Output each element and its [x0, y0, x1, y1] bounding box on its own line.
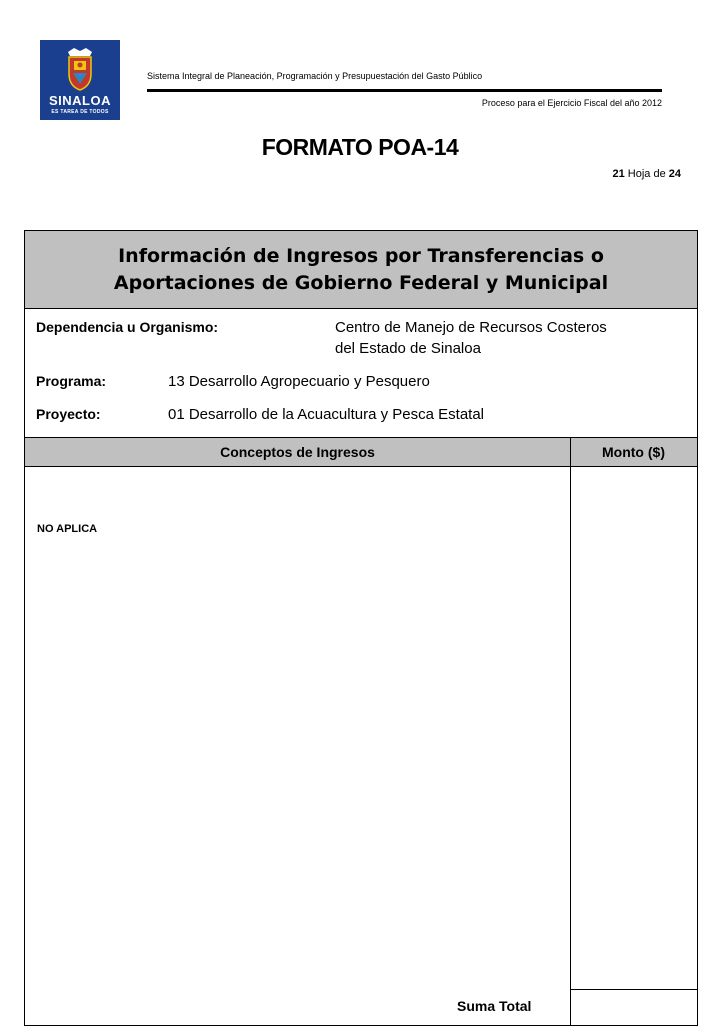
- section-title: [25, 231, 697, 309]
- programa-value: 13 Desarrollo Agropecuario y Pesquero: [168, 373, 430, 390]
- page-indicator: [520, 168, 681, 180]
- form-title: FORMATO POA-14: [261, 134, 459, 160]
- column-divider: [570, 437, 571, 1026]
- total-cell-border: [570, 989, 697, 990]
- concept-row: NO APLICA: [37, 523, 98, 535]
- table-header: [25, 437, 697, 467]
- proyecto-value: 01 Desarrollo de la Acuacultura y Pesca Estatal: [168, 406, 485, 423]
- form-box: [24, 230, 698, 1026]
- sinaloa-logo: [40, 40, 120, 120]
- logo-text: SINALOA: [49, 93, 111, 108]
- section-title-line1: Información de Ingresos por Transferencias o: [118, 245, 604, 267]
- logo-slogan: ES TAREA DE TODOS: [51, 109, 109, 115]
- header-divider: [147, 89, 662, 92]
- total-label: Suma Total: [457, 998, 532, 1014]
- page-of-label: Hoja de: [627, 168, 666, 180]
- system-title: Sistema Integral de Planeación, Programación y Presupuestación del Gasto Público: [147, 71, 483, 81]
- page-current: 21: [612, 168, 625, 180]
- col-conceptos: Conceptos de Ingresos: [220, 444, 375, 460]
- dependencia-label: Dependencia u Organismo:: [36, 319, 219, 335]
- col-monto: Monto ($): [602, 444, 665, 460]
- programa-label: Programa:: [36, 373, 107, 389]
- fiscal-process: Proceso para el Ejercicio Fiscal del año 2012: [481, 98, 662, 108]
- section-title-line2: Aportaciones de Gobierno Federal y Municipal: [113, 272, 609, 294]
- dependencia-value: [335, 317, 607, 359]
- proyecto-label: Proyecto:: [36, 406, 101, 422]
- coat-of-arms-icon: [60, 46, 100, 92]
- page-total: 24: [668, 168, 681, 180]
- dependencia-value-line2: del Estado de Sinaloa: [335, 340, 481, 357]
- dependencia-value-line1: Centro de Manejo de Recursos Costeros: [335, 319, 607, 336]
